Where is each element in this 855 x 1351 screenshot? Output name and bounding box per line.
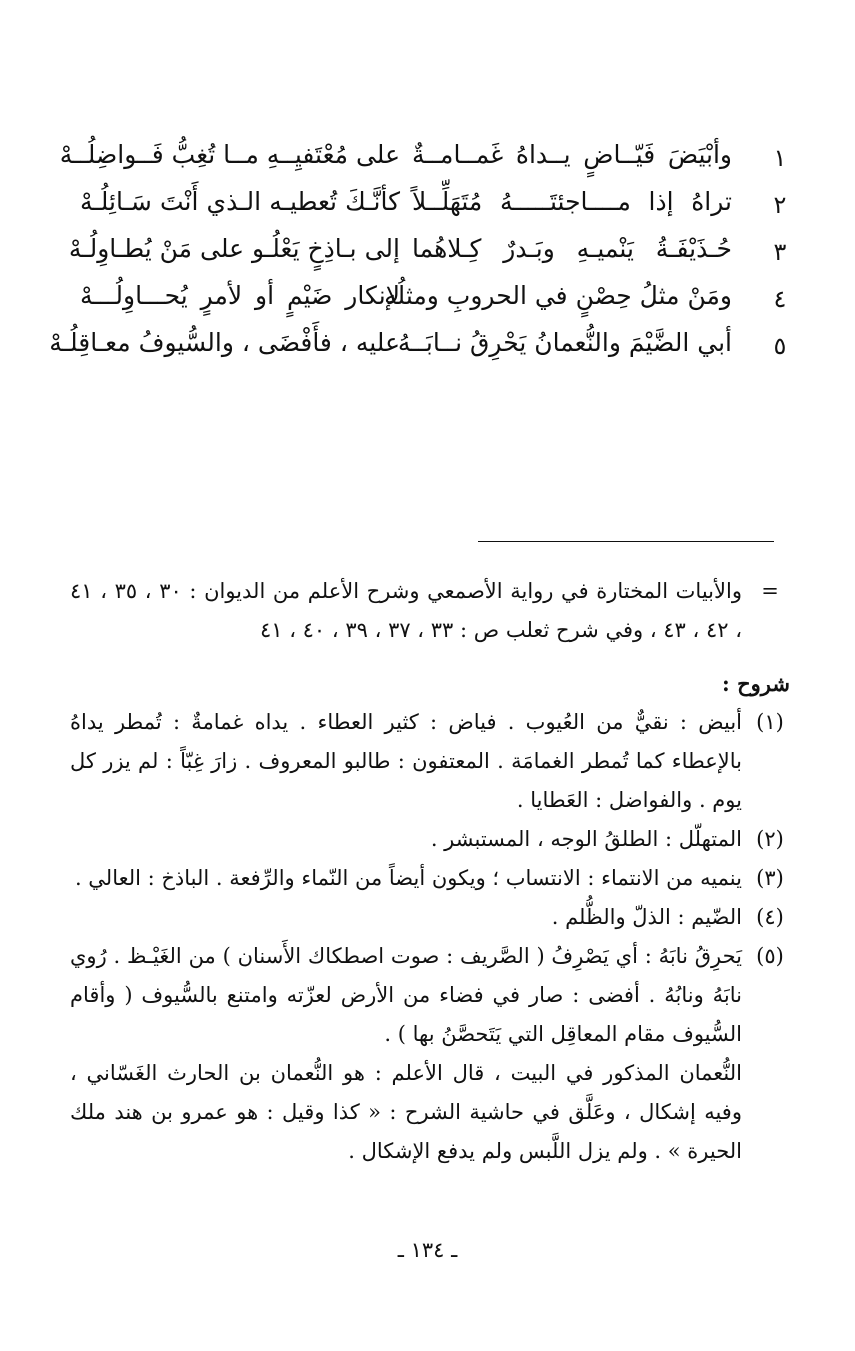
continuation-note	[70, 572, 790, 650]
verse-number: ٢	[773, 191, 787, 219]
note-text: المتهلّل : الطلقُ الوجه ، المستبشر .	[430, 827, 742, 851]
second-hemistich: كأنَّـكَ تُعطيـه الـذي أَنْتَ سَـائِلُـهْ	[80, 187, 400, 216]
note-marker: (٣)	[756, 866, 784, 890]
verse-number: ٤	[773, 285, 787, 313]
verse-4	[60, 281, 800, 328]
verse-1	[60, 140, 800, 187]
note-text: أبيض : نقيٌّ من العُيوب . فياض : كثير العطاء . يداه غمامةٌ : تُمطر يداهُ بالإعطاء كما تُمطر الغمامَة . المعتفون : طالبو المعروف . زارَ غِبّاً : لم يزر كل يوم . والفواضل : العَطايا .	[70, 710, 742, 812]
first-hemistich: وأبْيَضَ فَيّــاضٍ يــداهُ غَمــامــةٌ	[412, 140, 732, 169]
note-4	[70, 898, 790, 937]
continuation-marker: =	[761, 579, 779, 603]
poem	[49, 140, 800, 375]
continuation-text: والأبيات المختارة في رواية الأصمعي وشرح الأعلم من الديوان : ٣٠ ، ٣٥ ، ٤١ ، ٤٢ ، ٤٣ ، وفي شرح ثعلب ص : ٣٣ ، ٣٧ ، ٣٩ ، ٤٠ ، ٤١	[70, 579, 742, 642]
note-text: الضّيم : الذلّ والظُّلم .	[551, 905, 742, 929]
note-marker: (٤)	[756, 905, 784, 929]
verse-3	[60, 234, 800, 281]
note-2	[70, 820, 790, 859]
note-marker: (١)	[756, 710, 784, 734]
note-marker: (٢)	[756, 827, 784, 851]
verse-number: ٥	[773, 332, 787, 360]
verse-number: ٣	[773, 238, 787, 266]
verse-number: ١	[773, 144, 787, 172]
first-hemistich: أبي الضَّيْمَ والنُّعمانُ يَحْرِقُ نــابَــهُ	[397, 328, 732, 357]
verse-2	[60, 187, 800, 234]
first-hemistich: تراهُ إذا مــــاجئتَـــــهُ مُتَهَلِّــلاً	[412, 187, 732, 216]
second-hemistich: عليه ، فأَفْضَى ، والسُّيوفُ معـاقِلُـهْ	[49, 328, 400, 357]
second-hemistich: إلى بـاذِخٍ يَعْلُـو على مَنْ يُطـاوِلُـهْ	[68, 234, 400, 263]
note-text: ينميه من الانتماء : الانتساب ؛ ويكون أيضاً من النّماء والرِّفعة . الباذخ : العالي .	[74, 866, 742, 890]
note-3	[70, 859, 790, 898]
verse-5	[49, 328, 800, 375]
note-5	[70, 937, 790, 1054]
footnote-divider	[478, 541, 774, 542]
notes-heading: شروح :	[722, 671, 790, 696]
page-number: ـ ١٣٤ ـ	[397, 1238, 458, 1262]
second-hemistich: لإنكار ضَيْمٍ أو لأمرٍ يُحـــاوِلُـــهْ	[80, 281, 400, 310]
first-hemistich: ومَنْ مثلُ حِصْنٍ في الحروبِ ومثلُه	[384, 281, 732, 310]
note-5-continuation: النُّعمان المذكور في البيت ، قال الأعلم : هو النُّعمان بن الحارث الغَسّاني ، وفيه إشكال ، وعَلَّق في حاشية الشرح : « كذا وقيل : هو عمرو بن هند ملك الحيرة » . ولم يزل اللَّبس ولم يدفع الإشكال .	[70, 1061, 742, 1163]
second-hemistich: على مُعْتَفيِــهِ مــا تُغِبُّ فَــواضِلُــهْ	[59, 140, 400, 169]
note-1	[70, 703, 790, 820]
first-hemistich: حُـذَيْفَـةُ يَنْميـهِ وبَـدرٌ كِـلاهُما	[412, 234, 732, 263]
note-marker: (٥)	[756, 944, 784, 968]
note-text: يَحرِقُ نابَهُ : أي يَصْرِفُ ( الصَّريف : صوت اصطكاك الأَسنان ) من الغَيْـظ . رُوي نابَهُ ونابُهُ . أفضى : صار في فضاء من الأرض لعزّته وامتنع بالسُّيوف ( وأقام السُّيوف مقام المعاقِل التي يَتَحصَّنُ بها ) .	[70, 944, 742, 1046]
footnotes	[70, 572, 790, 1171]
